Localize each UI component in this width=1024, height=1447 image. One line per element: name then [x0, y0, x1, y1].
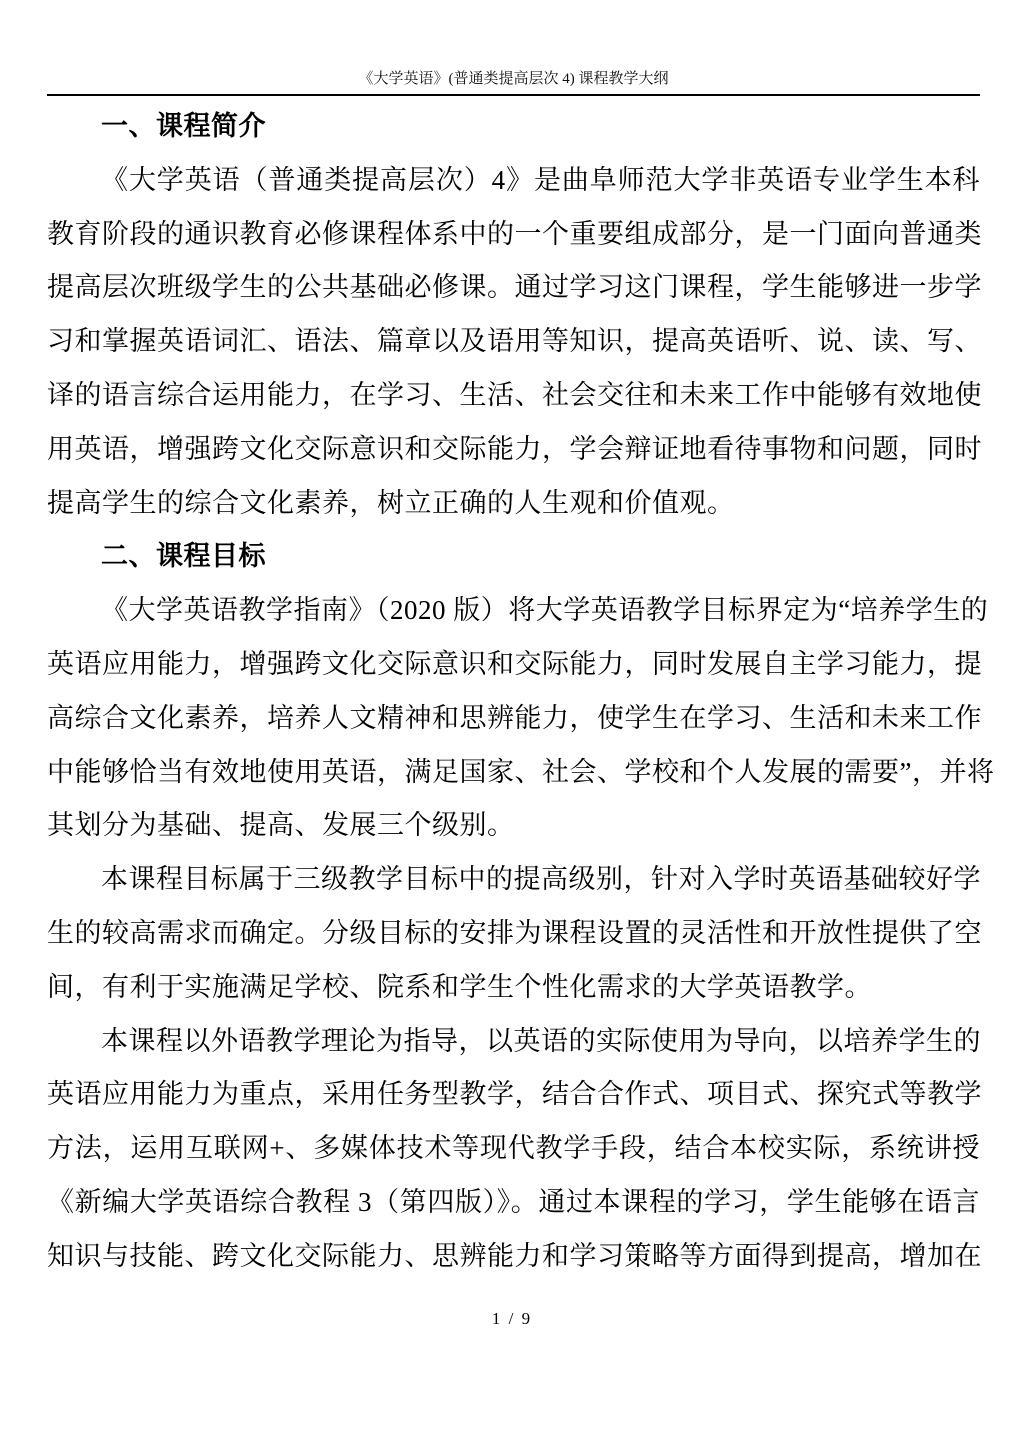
paragraph-line: 《大学英语（普通类提高层次）4》是曲阜师范大学非英语专业学生本科 — [101, 164, 980, 195]
paragraph-line: 提高层次班级学生的公共基础必修课。通过学习这门课程，学生能够进一步学 — [47, 272, 982, 303]
paragraph-line: 习和掌握英语词汇、语法、篇章以及语用等知识，提高英语听、说、读、写、 — [47, 326, 982, 357]
page-footer — [0, 1308, 1024, 1330]
header-title: 《大学英语》(普通类提高层次 4) 课程教学大纲 — [358, 71, 669, 87]
page-header — [47, 0, 980, 96]
document-body — [47, 100, 995, 1284]
paragraph-line: 英语应用能力，增强跨文化交际意识和交际能力，同时发展自主学习能力，提 — [47, 648, 982, 679]
paragraph-line: 知识与技能、跨文化交际能力、思辨能力和学习策略等方面得到提高，增加在 — [47, 1240, 982, 1271]
paragraph-line: 本课程以外语教学理论为指导，以英语的实际使用为导向，以培养学生的 — [101, 1025, 981, 1056]
page-number: 1 / 9 — [491, 1309, 533, 1328]
paragraph-line: 《新编大学英语综合教程 3（第四版）》。通过本课程的学习，学生能够在语言 — [47, 1186, 980, 1217]
paragraph-line: 教育阶段的通识教育必修课程体系中的一个重要组成部分，是一门面向普通类 — [47, 218, 982, 249]
paragraph-line: 间，有利于实施满足学校、院系和学生个性化需求的大学英语教学。 — [47, 971, 872, 1002]
section-heading-course-intro: 一、课程简介 — [101, 111, 266, 141]
paragraph-line: 中能够恰当有效地使用英语，满足国家、社会、学校和个人发展的需要”，并将 — [47, 756, 995, 787]
paragraph-line: 高综合文化素养，培养人文精神和思辨能力，使学生在学习、生活和未来工作 — [47, 702, 982, 733]
paragraph-line: 本课程目标属于三级教学目标中的提高级别，针对入学时英语基础较好学 — [101, 864, 981, 895]
paragraph-line: 提高学生的综合文化素养，树立正确的人生观和价值观。 — [47, 487, 735, 518]
paragraph-line: 生的较高需求而确定。分级目标的安排为课程设置的灵活性和开放性提供了空 — [47, 917, 982, 948]
paragraph-line: 方法，运用互联网+、多媒体技术等现代教学手段，结合本校实际，系统讲授 — [47, 1133, 980, 1164]
paragraph-line: 《大学英语教学指南》（2020 版）将大学英语教学目标界定为“培养学生的 — [101, 595, 989, 626]
paragraph-line: 英语应用能力为重点，采用任务型教学，结合合作式、项目式、探究式等教学 — [47, 1079, 982, 1110]
paragraph-line: 用英语，增强跨文化交际意识和交际能力，学会辩证地看待事物和问题，同时 — [47, 433, 982, 464]
paragraph-line: 其划分为基础、提高、发展三个级别。 — [47, 810, 515, 841]
section-heading-course-objectives: 二、课程目标 — [101, 541, 266, 572]
paragraph-line: 译的语言综合运用能力，在学习、生活、社会交往和未来工作中能够有效地使 — [47, 379, 982, 410]
